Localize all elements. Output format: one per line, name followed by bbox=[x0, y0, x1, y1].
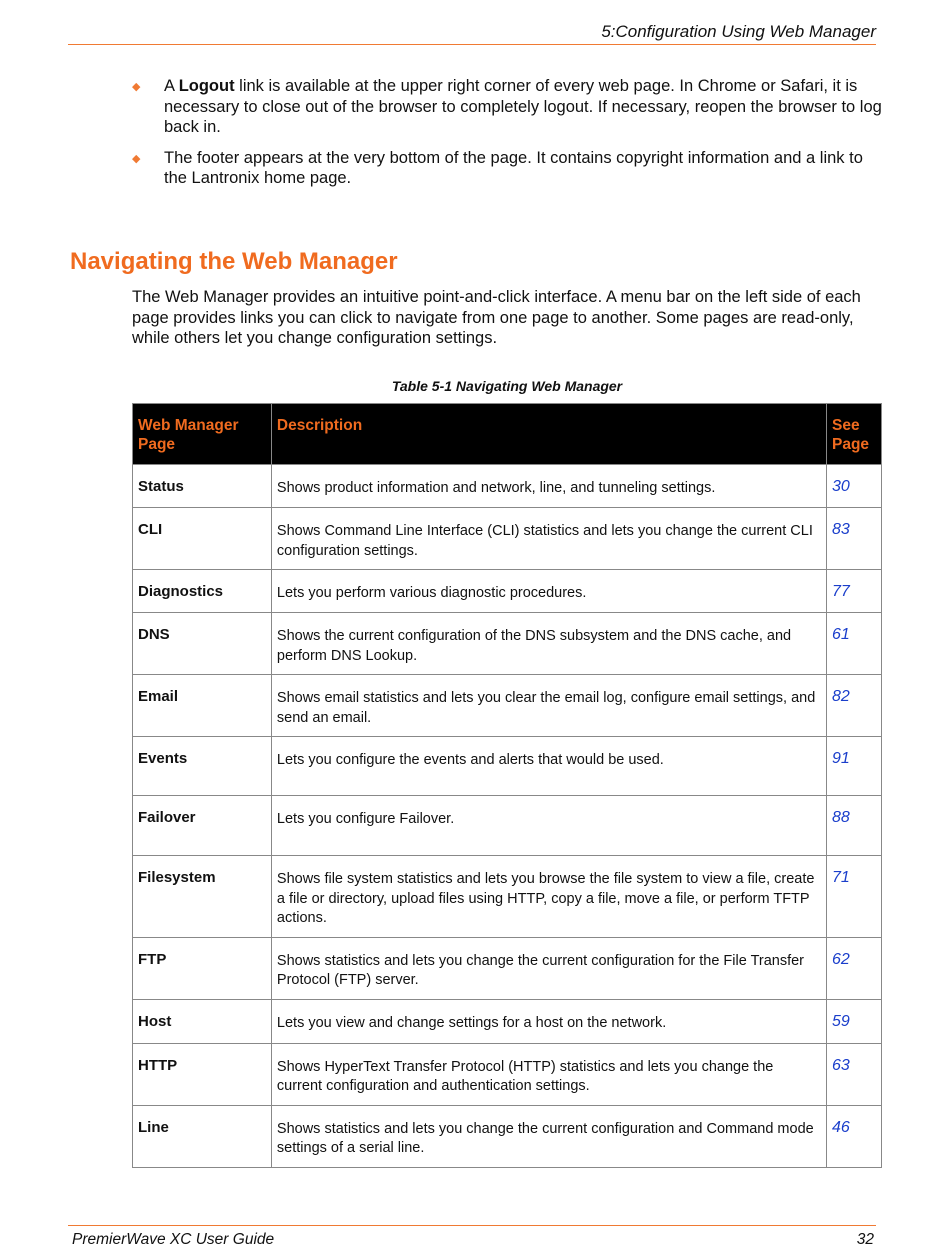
cell-description: Shows statistics and lets you change the current configuration for the File Transfer Protocol (FTP) server. bbox=[271, 937, 826, 999]
cell-description: Shows HyperText Transfer Protocol (HTTP) statistics and lets you change the current configuration and authentication settings. bbox=[271, 1043, 826, 1105]
cell-description: Shows product information and network, line, and tunneling settings. bbox=[271, 465, 826, 508]
cell-see-page-link[interactable]: 63 bbox=[827, 1043, 882, 1105]
cell-page-name: Line bbox=[133, 1105, 272, 1167]
column-header-page: Web Manager Page bbox=[133, 404, 272, 465]
cell-see-page-link[interactable]: 46 bbox=[827, 1105, 882, 1167]
bullet-item-footer bbox=[132, 148, 882, 189]
cell-page-name: Filesystem bbox=[133, 856, 272, 938]
table-row bbox=[133, 937, 882, 999]
cell-page-name: FTP bbox=[133, 937, 272, 999]
table-row bbox=[133, 465, 882, 508]
cell-page-name: Status bbox=[133, 465, 272, 508]
table-caption: Table 5-1 Navigating Web Manager bbox=[391, 378, 623, 394]
table-row bbox=[133, 613, 882, 675]
cell-description: Shows file system statistics and lets you browse the file system to view a file, create a file or directory, upload files using HTTP, copy a file, move a file, or perform TFTP actions. bbox=[271, 856, 826, 938]
cell-description: Shows email statistics and lets you clear the email log, configure email settings, and send an email. bbox=[271, 675, 826, 737]
table-header-row bbox=[133, 404, 882, 465]
cell-page-name: DNS bbox=[133, 613, 272, 675]
section-heading: Navigating the Web Manager bbox=[70, 248, 398, 275]
cell-page-name: HTTP bbox=[133, 1043, 272, 1105]
cell-description: Lets you perform various diagnostic procedures. bbox=[271, 570, 826, 613]
cell-see-page-link[interactable]: 61 bbox=[827, 613, 882, 675]
column-header-see-page: See Page bbox=[827, 404, 882, 465]
cell-description: Lets you configure the events and alerts that would be used. bbox=[271, 737, 826, 796]
running-header bbox=[68, 22, 876, 45]
table-row bbox=[133, 737, 882, 796]
cell-see-page-link[interactable]: 91 bbox=[827, 737, 882, 796]
cell-see-page-link[interactable]: 83 bbox=[827, 508, 882, 570]
cell-see-page-link[interactable]: 59 bbox=[827, 999, 882, 1043]
table-row bbox=[133, 999, 882, 1043]
navigation-table bbox=[132, 403, 882, 1168]
table-body bbox=[133, 465, 882, 1168]
bullet-text: The footer appears at the very bottom of the page. It contains copyright information and a link to the Lantronix home page. bbox=[164, 148, 863, 187]
table-row bbox=[133, 508, 882, 570]
bullet-text-post: link is available at the upper right corner of every web page. In Chrome or Safari, it is necessary to close out of the browser to completely logout. If necessary, reopen the browser to log back in. bbox=[164, 77, 882, 136]
cell-description: Shows Command Line Interface (CLI) statistics and lets you change the current CLI configuration settings. bbox=[271, 508, 826, 570]
cell-see-page-link[interactable]: 77 bbox=[827, 570, 882, 613]
column-header-description: Description bbox=[271, 404, 826, 465]
cell-see-page-link[interactable]: 71 bbox=[827, 856, 882, 938]
cell-page-name: CLI bbox=[133, 508, 272, 570]
cell-description: Lets you configure Failover. bbox=[271, 796, 826, 856]
bullet-text-bold: Logout bbox=[178, 77, 235, 95]
cell-description: Shows statistics and lets you change the current configuration and Command mode settings of a serial line. bbox=[271, 1105, 826, 1167]
cell-description: Shows the current configuration of the DNS subsystem and the DNS cache, and perform DNS Lookup. bbox=[271, 613, 826, 675]
table-row bbox=[133, 570, 882, 613]
cell-see-page-link[interactable]: 30 bbox=[827, 465, 882, 508]
bullet-list bbox=[132, 76, 882, 199]
cell-page-name: Host bbox=[133, 999, 272, 1043]
table-row bbox=[133, 796, 882, 856]
running-footer bbox=[68, 1225, 876, 1248]
cell-page-name: Failover bbox=[133, 796, 272, 856]
table-row bbox=[133, 675, 882, 737]
diamond-bullet-icon: ◆ bbox=[132, 152, 141, 165]
cell-description: Lets you view and change settings for a host on the network. bbox=[271, 999, 826, 1043]
table-row bbox=[133, 1043, 882, 1105]
cell-see-page-link[interactable]: 88 bbox=[827, 796, 882, 856]
cell-see-page-link[interactable]: 62 bbox=[827, 937, 882, 999]
table-row bbox=[133, 1105, 882, 1167]
guide-title: PremierWave XC User Guide bbox=[72, 1231, 275, 1248]
bullet-text-pre: A bbox=[164, 77, 179, 95]
section-intro: The Web Manager provides an intuitive point-and-click interface. A menu bar on the left side of each page provides links you can click to navigate from one page to another. Some pages are read-only, while others let you change configuration settings. bbox=[132, 288, 861, 347]
cell-see-page-link[interactable]: 82 bbox=[827, 675, 882, 737]
diamond-bullet-icon: ◆ bbox=[132, 81, 141, 93]
cell-page-name: Events bbox=[133, 737, 272, 796]
chapter-title: 5:Configuration Using Web Manager bbox=[601, 22, 876, 41]
cell-page-name: Diagnostics bbox=[133, 570, 272, 613]
bullet-item-logout bbox=[132, 76, 882, 138]
cell-page-name: Email bbox=[133, 675, 272, 737]
page-number: 32 bbox=[856, 1231, 874, 1248]
table-row bbox=[133, 856, 882, 938]
